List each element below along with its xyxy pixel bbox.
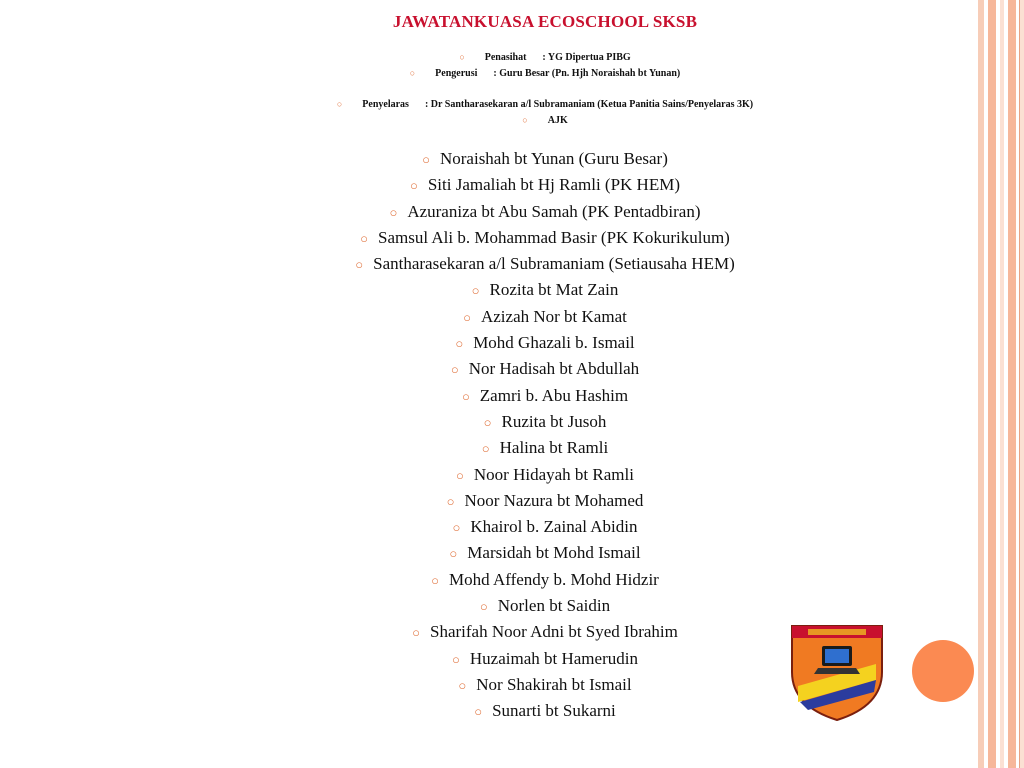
bullet-icon: ○	[452, 520, 461, 536]
bullet-icon: ○	[455, 336, 464, 352]
bullet-icon: ○	[522, 115, 528, 125]
member-name: Halina bt Ramli	[499, 438, 609, 458]
member-item	[80, 488, 1010, 514]
bullet-icon: ○	[471, 283, 480, 299]
role-label: AJK	[547, 115, 568, 126]
role-penyelaras	[80, 99, 1010, 110]
member-name: Marsidah bt Mohd Ismail	[467, 543, 641, 563]
role-label: Penasihat	[484, 52, 527, 63]
bullet-icon: ○	[458, 677, 467, 693]
member-name: Khairol b. Zainal Abidin	[470, 517, 638, 537]
bullet-icon: ○	[450, 362, 459, 378]
member-name: Samsul Ali b. Mohammad Basir (PK Kokurikulum)	[378, 227, 730, 247]
bullet-icon: ○	[463, 309, 471, 325]
member-name: Noor Hidayah bt Ramli	[473, 464, 634, 484]
role-label: Penyelaras	[362, 99, 409, 110]
member-item	[80, 251, 1010, 277]
role-pengerusi	[80, 68, 1010, 79]
role-value: : YG Dipertua PIBG	[542, 52, 631, 63]
member-name: Nor Shakirah bt Ismail	[476, 674, 632, 694]
role-value: : Guru Besar (Pn. Hjh Noraishah bt Yunan)	[493, 68, 681, 79]
member-name: Norlen bt Saidin	[497, 596, 611, 616]
member-item	[80, 540, 1010, 566]
bullet-icon: ○	[481, 441, 490, 457]
member-name: Santharasekaran a/l Subramaniam (Setiausaha HEM)	[373, 254, 735, 274]
bullet-icon: ○	[483, 414, 492, 430]
role-ajk	[80, 115, 1010, 126]
bullet-icon: ○	[409, 68, 416, 78]
bullet-icon: ○	[452, 651, 460, 667]
member-name: Noor Nazura bt Mohamed	[464, 490, 644, 510]
bullet-icon: ○	[412, 625, 420, 641]
bullet-icon: ○	[461, 388, 470, 404]
member-name: Nor Hadisah bt Abdullah	[468, 359, 640, 379]
member-item	[80, 146, 1010, 172]
member-item	[80, 383, 1010, 409]
bullet-icon: ○	[449, 546, 458, 562]
member-item	[80, 409, 1010, 435]
member-item	[80, 172, 1010, 198]
bullet-icon: ○	[456, 467, 464, 483]
member-name: Huzaimah bt Hamerudin	[469, 648, 638, 668]
member-name: Sunarti bt Sukarni	[492, 701, 616, 721]
member-item	[80, 462, 1010, 488]
bullet-icon: ○	[360, 230, 369, 246]
bullet-icon: ○	[474, 704, 483, 720]
bullet-icon: ○	[459, 52, 465, 62]
member-name: Zamri b. Abu Hashim	[479, 385, 629, 405]
bullet-icon: ○	[479, 599, 488, 615]
member-name: Rozita bt Mat Zain	[489, 280, 619, 300]
bullet-icon: ○	[431, 572, 440, 588]
slide-title: JAWATANKUASA ECOSCHOOL SKSB	[392, 12, 698, 31]
bullet-icon: ○	[422, 152, 430, 167]
member-name: Azizah Nor bt Kamat	[480, 306, 627, 326]
member-item	[80, 435, 1010, 461]
member-item	[80, 277, 1010, 303]
bullet-icon: ○	[355, 257, 364, 273]
school-crest-icon	[788, 616, 886, 722]
member-name: Noraishah bt Yunan (Guru Besar)	[439, 149, 668, 168]
role-value: : Dr Santharasekaran a/l Subramaniam (Ketua Panitia Sains/Penyelaras 3K)	[424, 99, 754, 110]
member-item	[80, 330, 1010, 356]
bullet-icon: ○	[409, 178, 418, 194]
member-name: Siti Jamaliah bt Hj Ramli (PK HEM)	[427, 175, 680, 195]
member-item	[80, 304, 1010, 330]
member-item	[80, 514, 1010, 540]
member-item	[80, 356, 1010, 382]
member-name: Sharifah Noor Adni bt Syed Ibrahim	[429, 622, 678, 642]
member-name: Mohd Ghazali b. Ismail	[473, 333, 635, 353]
member-item	[80, 225, 1010, 251]
role-label: Pengerusi	[435, 68, 478, 79]
bullet-icon: ○	[446, 493, 455, 509]
stripe-rail	[1019, 0, 1020, 768]
member-name: Ruzita bt Jusoh	[501, 411, 607, 431]
member-name: Azuraniza bt Abu Samah (PK Pentadbiran)	[407, 201, 701, 221]
member-item	[80, 567, 1010, 593]
role-penasihat	[80, 52, 1010, 63]
bullet-icon: ○	[336, 99, 343, 109]
member-name: Mohd Affendy b. Mohd Hidzir	[449, 569, 659, 589]
bullet-icon: ○	[389, 204, 398, 220]
member-item	[80, 199, 1010, 225]
stripe	[1020, 0, 1024, 768]
